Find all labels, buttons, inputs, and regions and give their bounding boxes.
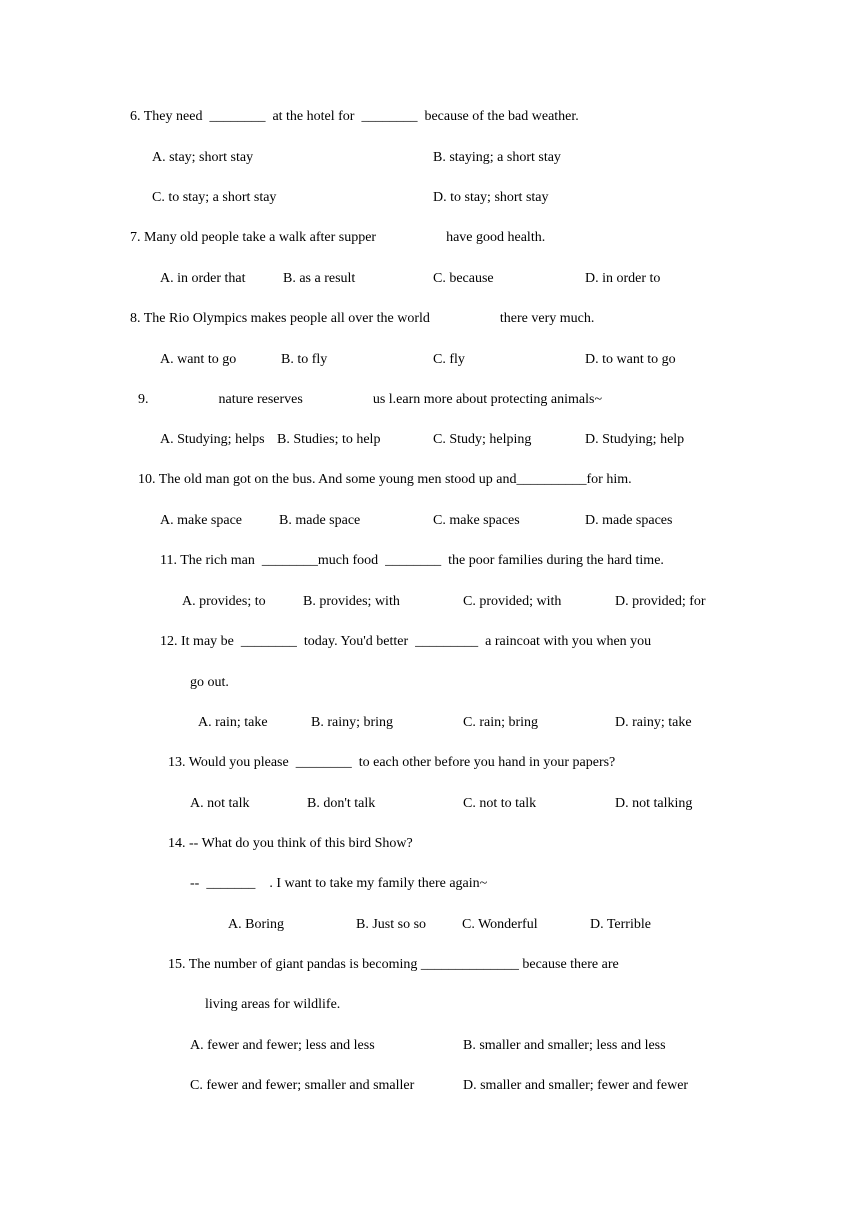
option-a: A. want to go [160,352,237,367]
option-b: B. made space [279,513,361,528]
option-c: C. because [433,271,494,286]
option-a: A. stay; short stay [152,150,254,165]
question-stem: 15. The number of giant pandas is becoming ______________ because there are [168,957,619,972]
option-d: D. not talking [615,796,693,811]
option-a: A. not talk [190,796,250,811]
question-stem: 10. The old man got on the bus. And some young men stood up and__________for him. [138,472,632,487]
question-stem: 7. Many old people take a walk after supper have good health. [130,230,546,245]
question-stem-continued: living areas for wildlife. [205,997,341,1012]
question-stem: 11. The rich man ________much food ________ the poor families during the hard time. [160,553,664,568]
option-a: A. rain; take [198,715,268,730]
option-d: D. Terrible [590,917,651,932]
option-d: D. made spaces [585,513,673,528]
option-a: A. in order that [160,271,246,286]
option-b: B. rainy; bring [311,715,394,730]
question-stem: 13. Would you please ________ to each other before you hand in your papers? [168,755,616,770]
option-b: B. smaller and smaller; less and less [463,1038,666,1053]
option-a: A. fewer and fewer; less and less [190,1038,375,1053]
question-stem: 12. It may be ________ today. You'd better _________ a raincoat with you when you [160,634,652,649]
option-c: C. make spaces [433,513,520,528]
option-b: B. staying; a short stay [433,150,561,165]
option-d: D. smaller and smaller; fewer and fewer [463,1078,689,1093]
option-d: D. provided; for [615,594,706,609]
question-stem: 8. The Rio Olympics makes people all over the world there very much. [130,311,595,326]
option-c: C. Wonderful [462,917,538,932]
option-d: D. rainy; take [615,715,692,730]
option-c: C. rain; bring [463,715,539,730]
option-c: C. provided; with [463,594,562,609]
option-b: B. Just so so [356,917,427,932]
question-stem: 14. -- What do you think of this bird Show? [168,836,413,851]
option-d: D. to stay; short stay [433,190,549,205]
option-a: A. make space [160,513,243,528]
question-stem: 6. They need ________ at the hotel for ________ because of the bad weather. [130,109,579,124]
option-a: A. Boring [228,917,284,932]
option-c: C. to stay; a short stay [152,190,277,205]
option-b: B. Studies; to help [277,432,381,447]
option-b: B. provides; with [303,594,400,609]
option-c: C. fly [433,352,465,367]
question-stem-continued: -- _______ . I want to take my family there again~ [190,876,488,891]
option-b: B. to fly [281,352,328,367]
option-d: D. Studying; help [585,432,685,447]
option-d: D. to want to go [585,352,676,367]
option-c: C. Study; helping [433,432,532,447]
option-c: C. not to talk [463,796,537,811]
option-a: A. Studying; helps [160,432,265,447]
option-b: B. as a result [283,271,356,286]
question-stem-continued: go out. [190,675,229,690]
option-c: C. fewer and fewer; smaller and smaller [190,1078,415,1093]
question-stem: 9. nature reserves us l.earn more about protecting animals~ [138,392,603,407]
option-b: B. don't talk [307,796,376,811]
option-a: A. provides; to [182,594,266,609]
option-d: D. in order to [585,271,661,286]
